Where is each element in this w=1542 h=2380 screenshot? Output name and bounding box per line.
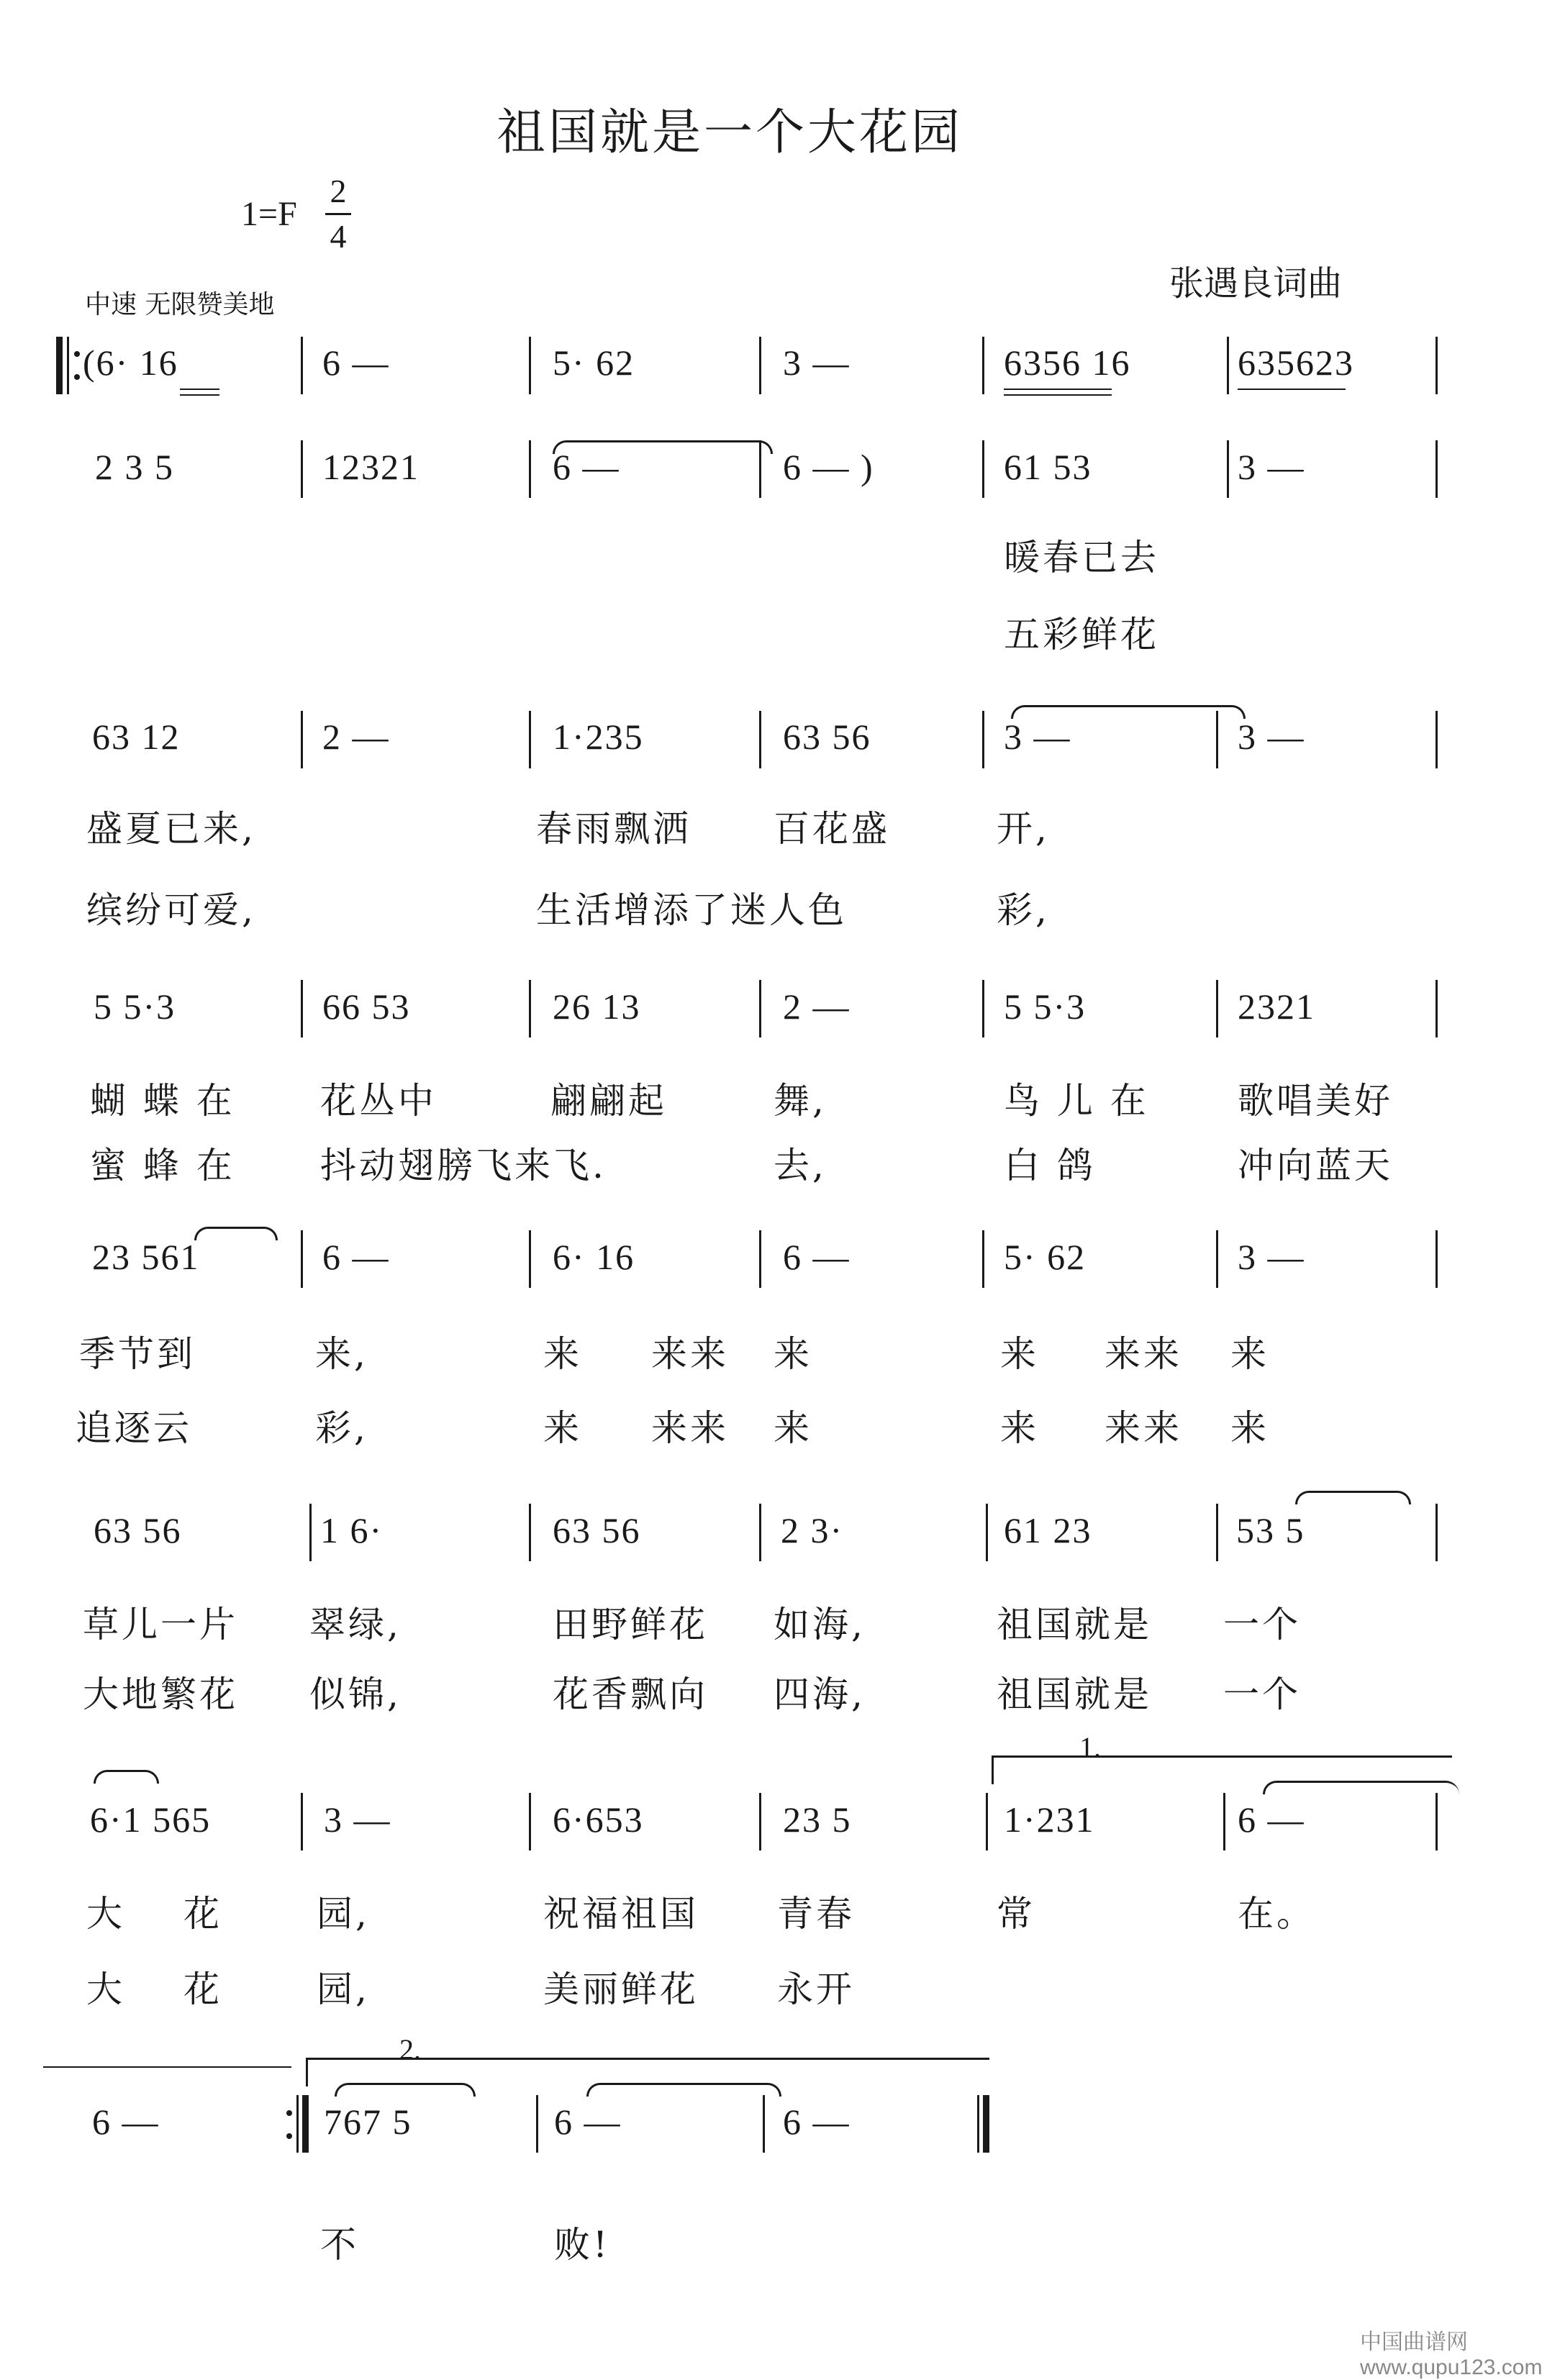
lyric: 祖国就是 bbox=[997, 1673, 1152, 1715]
lyric: 常 bbox=[997, 1893, 1035, 1935]
lyric: 来 bbox=[1000, 1407, 1039, 1449]
measure-10: 6 — ) bbox=[783, 447, 874, 487]
lyric: 大 bbox=[86, 1893, 125, 1935]
measure-37: 6·1 565 bbox=[90, 1799, 212, 1840]
measure-33: 63 56 bbox=[553, 1510, 641, 1550]
measure-3: 5· 62 bbox=[553, 342, 635, 383]
lyric: 百花盛 bbox=[774, 808, 890, 850]
measure-30: 3 — bbox=[1238, 1237, 1305, 1277]
measure-25: 23 561 bbox=[92, 1237, 200, 1277]
lyric: 来来 bbox=[651, 1333, 729, 1375]
lyric: 败! bbox=[554, 2224, 611, 2266]
measure-24: 2321 bbox=[1238, 986, 1315, 1027]
lyric: 舞, bbox=[774, 1080, 827, 1122]
tempo-marking: 中速 无限赞美地 bbox=[85, 290, 275, 319]
lyric: 草儿一片 bbox=[83, 1604, 238, 1645]
lyric-row2-verse2: 五彩鲜花 bbox=[1004, 614, 1159, 655]
lyric: 去, bbox=[774, 1145, 827, 1186]
lyric: 蝴 蝶 在 bbox=[90, 1080, 235, 1122]
lyric: 白 鸽 bbox=[1004, 1145, 1096, 1186]
lyric: 园, bbox=[317, 1968, 370, 2010]
measure-14: 2 — bbox=[322, 717, 390, 757]
measure-21: 26 13 bbox=[553, 986, 641, 1027]
lyric: 来 bbox=[543, 1407, 582, 1449]
measure-1: (6· 16 bbox=[83, 342, 178, 383]
measure-16: 63 56 bbox=[783, 717, 871, 757]
lyric: 来 bbox=[774, 1407, 812, 1449]
measure-8: 12321 bbox=[322, 447, 419, 487]
composer-credit: 张遇良词曲 bbox=[1169, 263, 1343, 304]
lyric: 花 bbox=[183, 1893, 222, 1935]
lyric: 永开 bbox=[777, 1968, 855, 2010]
lyric: 来 bbox=[543, 1333, 582, 1375]
measure-6: 635623 bbox=[1238, 342, 1354, 383]
time-signature-top: 2 bbox=[330, 173, 347, 209]
lyric: 歌唱美好 bbox=[1238, 1080, 1393, 1122]
lyric: 盛夏已来, bbox=[86, 808, 256, 850]
lyric: 大 bbox=[86, 1968, 125, 2010]
measure-15: 1·235 bbox=[553, 717, 644, 757]
measure-5: 6356 16 bbox=[1004, 342, 1131, 383]
lyric: 翠绿, bbox=[309, 1604, 402, 1645]
measure-44: 767 5 bbox=[324, 2102, 412, 2142]
key-signature: 1=F bbox=[241, 195, 297, 233]
measure-29: 5· 62 bbox=[1004, 1237, 1087, 1277]
time-signature-bottom: 4 bbox=[330, 218, 347, 255]
lyric: 蜜 蜂 在 bbox=[90, 1145, 235, 1186]
measure-18: 3 — bbox=[1238, 717, 1305, 757]
measure-12: 3 — bbox=[1238, 447, 1305, 487]
measure-45: 6 — bbox=[554, 2102, 622, 2142]
measure-22: 2 — bbox=[783, 986, 851, 1027]
measure-20: 66 53 bbox=[322, 986, 411, 1027]
lyric: 来 bbox=[1000, 1333, 1039, 1375]
lyric: 在。 bbox=[1238, 1893, 1315, 1935]
lyric: 园, bbox=[317, 1893, 370, 1935]
lyric-row2-verse1: 暖春已去 bbox=[1004, 537, 1159, 578]
lyric: 来来 bbox=[651, 1407, 729, 1449]
lyric: 冲向蓝天 bbox=[1238, 1145, 1393, 1186]
measure-17: 3 — bbox=[1004, 717, 1071, 757]
measure-40: 23 5 bbox=[783, 1799, 852, 1840]
measure-13: 63 12 bbox=[92, 717, 181, 757]
lyric: 来 bbox=[1230, 1333, 1269, 1375]
measure-46: 6 — bbox=[783, 2102, 851, 2142]
measure-4: 3 — bbox=[783, 342, 851, 383]
lyric: 生活增添了迷人色 bbox=[536, 889, 847, 931]
lyric: 来来 bbox=[1105, 1333, 1182, 1375]
lyric: 青春 bbox=[777, 1893, 855, 1935]
page-title: 祖国就是一个大花园 bbox=[496, 104, 963, 161]
lyric: 缤纷可爱, bbox=[86, 889, 256, 931]
lyric: 抖动翅膀飞来飞. bbox=[320, 1145, 607, 1186]
lyric: 来 bbox=[1230, 1407, 1269, 1449]
lyric: 彩, bbox=[315, 1407, 368, 1449]
lyric: 如海, bbox=[774, 1604, 866, 1645]
measure-36: 53 5 bbox=[1236, 1510, 1305, 1550]
lyric: 似锦, bbox=[309, 1673, 402, 1715]
lyric: 美丽鲜花 bbox=[543, 1968, 699, 2010]
measure-32: 1 6· bbox=[320, 1510, 384, 1550]
lyric: 一个 bbox=[1223, 1673, 1301, 1715]
lyric: 追逐云 bbox=[76, 1407, 192, 1449]
measure-27: 6· 16 bbox=[553, 1237, 635, 1277]
lyric: 季节到 bbox=[79, 1333, 196, 1375]
measure-43: 6 — bbox=[92, 2102, 160, 2142]
lyric: 花丛中 bbox=[320, 1080, 437, 1122]
volta-2: 2. bbox=[399, 2033, 421, 2066]
lyric: 祖国就是 bbox=[997, 1604, 1152, 1645]
lyric: 大地繁花 bbox=[83, 1673, 238, 1715]
lyric: 开, bbox=[997, 808, 1050, 850]
measure-28: 6 — bbox=[783, 1237, 851, 1277]
measure-31: 63 56 bbox=[94, 1510, 182, 1550]
measure-19: 5 5·3 bbox=[94, 986, 176, 1027]
lyric: 来 bbox=[774, 1333, 812, 1375]
lyric: 鸟 儿 在 bbox=[1004, 1080, 1149, 1122]
measure-2: 6 — bbox=[322, 342, 390, 383]
lyric: 四海, bbox=[774, 1673, 866, 1715]
time-signature bbox=[325, 171, 351, 257]
lyric: 花香飘向 bbox=[553, 1673, 708, 1715]
lyric: 一个 bbox=[1223, 1604, 1301, 1645]
measure-35: 61 23 bbox=[1004, 1510, 1092, 1550]
lyric: 花 bbox=[183, 1968, 222, 2010]
measure-39: 6·653 bbox=[553, 1799, 644, 1840]
volta-1: 1. bbox=[1079, 1731, 1101, 1763]
lyric: 不 bbox=[320, 2224, 359, 2266]
measure-23: 5 5·3 bbox=[1004, 986, 1087, 1027]
measure-7: 2 3 5 bbox=[95, 447, 174, 487]
lyric: 祝福祖国 bbox=[543, 1893, 699, 1935]
measure-34: 2 3· bbox=[781, 1510, 844, 1550]
lyric: 翩翩起 bbox=[550, 1080, 667, 1122]
measure-42: 6 — bbox=[1238, 1799, 1305, 1840]
lyric: 来, bbox=[315, 1333, 368, 1375]
lyric: 彩, bbox=[997, 889, 1050, 931]
lyric: 来来 bbox=[1105, 1407, 1182, 1449]
lyric: 春雨飘洒 bbox=[536, 808, 691, 850]
lyric: 田野鲜花 bbox=[553, 1604, 708, 1645]
measure-41: 1·231 bbox=[1004, 1799, 1095, 1840]
watermark: 中国曲谱网 www.qupu123.com bbox=[1360, 2330, 1542, 2379]
measure-9: 6 — bbox=[553, 447, 620, 487]
measure-26: 6 — bbox=[322, 1237, 390, 1277]
measure-38: 3 — bbox=[324, 1799, 391, 1840]
measure-11: 61 53 bbox=[1004, 447, 1092, 487]
